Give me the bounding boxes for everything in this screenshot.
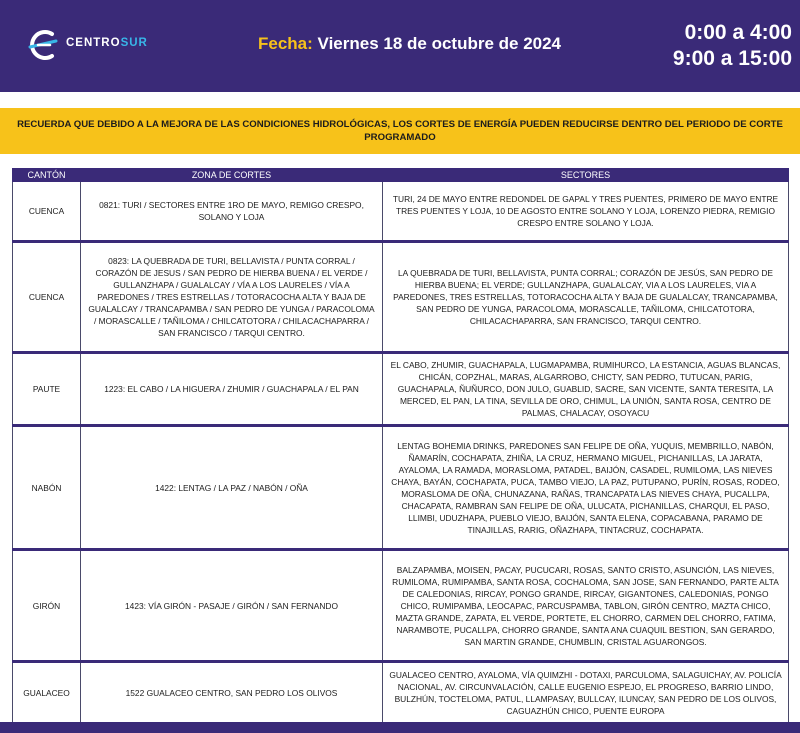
canton-cell: NABÓN bbox=[13, 426, 81, 550]
canton-cell: CUENCA bbox=[13, 182, 81, 242]
canton-cell: CUENCA bbox=[13, 242, 81, 353]
sectores-cell: EL CABO, ZHUMIR, GUACHAPALA, LUGMAPAMBA, RUMIHURCO, LA ESTANCIA, AGUAS BLANCAS, CHICÁN, COPZHAL, MARAS, ALGARROBO, CHICTY, SAN PEDRO, TUTUCAN, PARIG, GUACHAPALA, ÑUÑURCO, DON JULO, GUABLID, SACRE, SAN VICENTE, SANTA TERESITA, LA MERCED, EL PAN, LA TINA, SEVILLA DE ORO, CHIMUL, LA UNIÓN, SANTA ROSA, CENTRO DE PALMAS, CHALACAY, OSOYACU bbox=[383, 353, 789, 426]
centrosur-logo bbox=[26, 28, 176, 62]
sectores-cell: BALZAPAMBA, MOISEN, PACAY, PUCUCARI, ROSAS, SANTO CRISTO, ASUNCIÓN, LAS NIEVES, RUMILOMA, RUMIPAMBA, SANTA ROSA, COCHALOMA, SAN JOSE, SAN FERNANDO, PARTE ALTA DE CALEDONIAS, RIRCAY, PONGO GRANDE, RIRCAY, GIGANTONES, CALEDONIAS, PONGO CHICO, RUMIPAMBA, LEOCAPAC, PARCUSPAMBA, TABLON, GIRÓN CENTRO, MAZTA CHICO, MAZTA GRANDE, ZAPATA, EL VERDE, PORTETE, EL CHORRO, CARMEN DEL CHORRO, FATIMA, NARAMBOTE, PUCALLPA, CHORRO GRANDE, SANTA ANA CUAQUIL BESTION, SAN GERARDO, SAN MARTIN GRANDE, CHUMBLIN, CRISTAL AGUARONGOS. bbox=[383, 550, 789, 662]
header-separator bbox=[0, 92, 800, 102]
zona-cell: 0821: TURI / SECTORES ENTRE 1RO DE MAYO, REMIGO CRESPO, SOLANO Y LOJA bbox=[81, 182, 383, 242]
table-row bbox=[13, 353, 789, 426]
date-line bbox=[258, 34, 561, 54]
col-header-zona: ZONA DE CORTES bbox=[81, 169, 383, 182]
time-slot-2: 9:00 a 15:00 bbox=[672, 47, 792, 70]
logo-c-icon bbox=[26, 28, 62, 62]
sectores-cell: TURI, 24 DE MAYO ENTRE REDONDEL DE GAPAL Y TRES PUENTES, PRIMERO DE MAYO ENTRE TRES PUENTES Y LOJA, 10 DE AGOSTO ENTRE SOLANO Y LOJA, LORENZO PIEDRA, REMIGIO CRESPO ENTRE SOLANO Y LOJA. bbox=[383, 182, 789, 242]
date-value: Viernes 18 de octubre de 2024 bbox=[317, 34, 562, 53]
notice-banner: RECUERDA QUE DEBIDO A LA MEJORA DE LAS CONDICIONES HIDROLÓGICAS, LOS CORTES DE ENERGÍA PUEDEN REDUCIRSE DENTRO DEL PERIODO DE CORTE PROGRAMADO bbox=[0, 108, 800, 154]
date-label: Fecha: bbox=[258, 34, 313, 53]
outage-times bbox=[673, 20, 792, 72]
table-row bbox=[13, 662, 789, 724]
zona-cell: 1422: LENTAG / LA PAZ / NABÓN / OÑA bbox=[81, 426, 383, 550]
logo-prefix: CENTRO bbox=[66, 37, 121, 49]
canton-cell: GIRÓN bbox=[13, 550, 81, 662]
zona-cell: 1423: VÍA GIRÓN - PASAJE / GIRÓN / SAN FERNANDO bbox=[81, 550, 383, 662]
logo-suffix: SUR bbox=[120, 37, 148, 49]
time-slot-1: 0:00 a 4:00 bbox=[684, 21, 792, 44]
zona-cell: 1223: EL CABO / LA HIGUERA / ZHUMIR / GUACHAPALA / EL PAN bbox=[81, 353, 383, 426]
canton-cell: GUALACEO bbox=[13, 662, 81, 724]
zona-cell: 1522 GUALACEO CENTRO, SAN PEDRO LOS OLIVOS bbox=[81, 662, 383, 724]
canton-cell: PAUTE bbox=[13, 353, 81, 426]
table-row bbox=[13, 182, 789, 242]
outage-table bbox=[12, 168, 789, 724]
sectores-cell: LA QUEBRADA DE TURI, BELLAVISTA, PUNTA CORRAL; CORAZÓN DE JESÚS, SAN PEDRO DE HIERBA BUENA; EL VERDE; GULLANZHAPA, GUALALCAY, VIA A LOS LAURELES, VIA A PAREDONES, TRES ESTRELLAS, TOTORACOCHA ALTA Y BAJA DE GUALALCAY, TRANCAPAMBA, SAN PEDRO DE YUNGA, PARACOLOMA, MORASCALLE, TAÑILOMA, CHILCATOTORA, CHILACACHAPARRA, SAN FRANCISCO, TARQUI CENTRO. bbox=[383, 242, 789, 353]
zona-cell: 0823: LA QUEBRADA DE TURI, BELLAVISTA / PUNTA CORRAL / CORAZÓN DE JESUS / SAN PEDRO DE HIERBA BUENA / EL VERDE / GULLANZHAPA / GUALALCAY / VÍA A LOS LAURELES / VÍA A PAREDONES / TRES ESTRELLAS / TOTORACOCHA ALTA Y BAJA DE GUALALCAY / TRANCAPAMBA / SAN PEDRO DE YUNGA / PARACOLOMA / MORASCALLE / TAÑILOMA / CHILCATOTORA / CHILACACHAPARRA / SAN FRANCISCO / TARQUI CENTRO. bbox=[81, 242, 383, 353]
table-row bbox=[13, 550, 789, 662]
header-bar bbox=[0, 0, 800, 92]
table-row bbox=[13, 242, 789, 353]
logo-wordmark bbox=[66, 37, 148, 49]
footer-bar bbox=[0, 722, 800, 733]
col-header-canton: CANTÓN bbox=[13, 169, 81, 182]
table-row bbox=[13, 426, 789, 550]
sectores-cell: GUALACEO CENTRO, AYALOMA, VÍA QUIMZHI - DOTAXI, PARCULOMA, SALAGUICHAY, AV. POLICÍA NACIONAL, AV. CIRCUNVALACIÓN, CALLE EUGENIO ESPEJO, EL PROGRESO, BARRIO LINDO, BULZHÚN, TOCTELOMA, PATUL, LLAMPASAY, BULLCAY, ILUNCAY, SAN PEDRO DE LOS OLIVOS, CAGUAZHÚN CHICO, PUENTE EUROPA bbox=[383, 662, 789, 724]
table-header-row bbox=[13, 169, 789, 182]
sectores-cell: LENTAG BOHEMIA DRINKS, PAREDONES SAN FELIPE DE OÑA, YUQUIS, MEMBRILLO, NABÓN, ÑAMARÍN, COCHAPATA, ZHIÑA, LA CRUZ, HERMANO MIGUEL, PICHANILLAS, LA JARATA, AYALOMA, LA RAMADA, MORASLOMA, PATADEL, BAIJÓN, CASADEL, RUMILOMA, LAS NIEVES CHAYA, BAYÁN, COCHAPATA, PUCA, TAMBO VIEJO, LA PAZ, PUTUPANO, PURÍN, ROSAS, RODEO, MORASLOMA DE OÑA, CHUNAZANA, RAÑAS, TRANCAPATA LAS NIEVES CHAYA, PUCALLPA, CHACAPATA, RAMBRAN SAN FELIPE DE OÑA, ULUCATA, PICHANILLAS, CHARQUI, EL PASO, LLIMBI, UDUZHAPA, PUEBLO VIEJO, BAIJÓN, SANTA ELENA, COPACABANA, PARAMO DE TINAJILLAS, RARIG, OÑAZHAPA, TINTACRUZ, COCHAPATA. bbox=[383, 426, 789, 550]
col-header-sectores: SECTORES bbox=[383, 169, 789, 182]
